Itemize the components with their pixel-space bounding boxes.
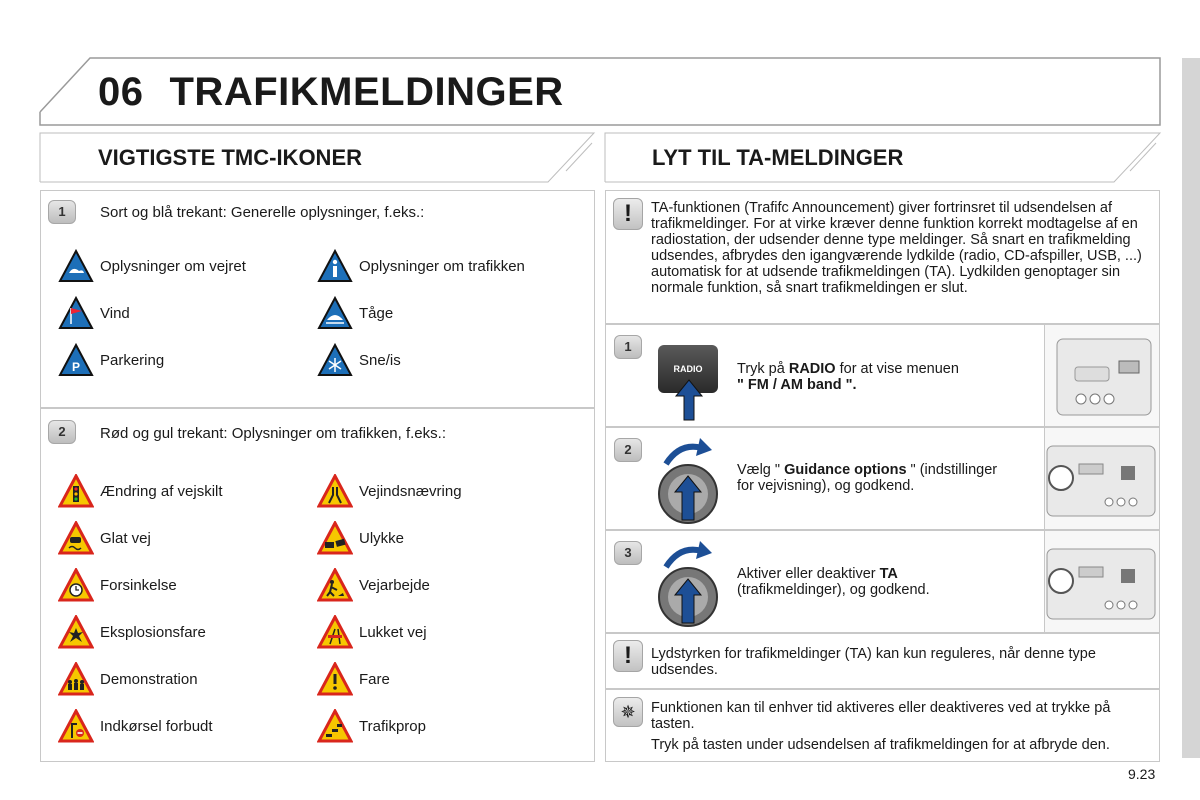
icon-item: Demonstration [58, 662, 198, 696]
radio-panel-image [1044, 324, 1160, 427]
volume-note-text: Lydstyrken for trafikmeldinger (TA) kan kun reguleres, når denne type udsendes. [651, 646, 1096, 678]
step-badge-1: 1 [48, 200, 76, 224]
general-intro: Sort og blå trekant: Generelle oplysninger, f.eks.: [100, 204, 425, 221]
demonstration-icon [58, 662, 94, 696]
traffic-intro: Rød og gul trekant: Oplysninger om trafikken, f.eks.: [100, 425, 446, 442]
closed-road-icon [317, 615, 353, 649]
icon-item: P Parkering [58, 343, 164, 377]
page-number: 9.23 [1128, 766, 1156, 782]
wind-icon [58, 296, 94, 330]
step-3-text: Aktiver eller deaktiver TA (trafikmeldinger), og godkend. [737, 566, 930, 598]
svg-text:P: P [71, 360, 81, 374]
step-badge-r2: 2 [614, 438, 642, 462]
radio-panel-graphic [1045, 325, 1159, 426]
right-section-title: LYT TIL TA-MELDINGER [652, 145, 904, 170]
icon-item: Lukket vej [317, 615, 427, 649]
roadworks-icon [317, 568, 353, 602]
slippery-road-icon [58, 521, 94, 555]
icon-item: Ændring af vejskilt [58, 474, 223, 508]
icon-item: Sne/is [317, 343, 401, 377]
parking-icon [58, 343, 94, 377]
radio-panel-image [1044, 530, 1160, 633]
radio-panel-graphic [1045, 531, 1159, 632]
radio-panel-image [1044, 427, 1160, 530]
step-2-text: Vælg " Guidance options " (indstillinger for vejvisning), og godkend. [737, 462, 998, 494]
danger-icon [317, 662, 353, 696]
radio-button-graphic: RADIO [658, 345, 718, 393]
traffic-light-icon [58, 474, 94, 508]
step-badge-2: 2 [48, 420, 76, 444]
press-arrow-icon [674, 378, 704, 422]
icon-item: Vejindsnævring [317, 474, 462, 508]
accident-icon [317, 521, 353, 555]
snow-icon [317, 343, 353, 377]
page-title: 06 TRAFIKMELDINGER [98, 70, 564, 114]
icon-item: Trafikprop [317, 709, 426, 743]
rotary-knob-icon [652, 430, 732, 526]
info-icon [317, 249, 353, 283]
rotary-knob-icon [652, 533, 732, 629]
icon-item: Indkørsel forbudt [58, 709, 213, 743]
fog-icon [317, 296, 353, 330]
tip-note-text-2: Tryk på tasten under udsendelsen af trafikmeldingen for at afbryde den. [651, 737, 1110, 753]
weather-icon [58, 249, 94, 283]
left-section-title: VIGTIGSTE TMC-IKONER [98, 145, 362, 170]
icon-item: Fare [317, 662, 390, 696]
intro-text: TA-funktionen (Trafifc Announcement) giver fortrinsret til udsendelsen af trafikmeldinger. For at virke kræver denne funktion korrekt modtagelse af en radiostation, der udsender denne type meldinger. Så snart en trafikmelding udsendes, afbrydes den igangværende lydkilde (radio, CD-afspiller, USB, ...) automatisk for at udsende trafikmeldingen (TA). Lydkilden genoptager sin normale funktion, så snart trafikmeldingen er slut. [651, 200, 1142, 296]
icon-item: Tåge [317, 296, 393, 330]
icon-item: Vejarbejde [317, 568, 430, 602]
step-1-text: Tryk på RADIO for at vise menuen " FM / AM band ". [737, 361, 959, 393]
explosion-icon [58, 615, 94, 649]
step-badge-r1: 1 [614, 335, 642, 359]
tip-icon: ✵ [613, 697, 643, 727]
warning-icon: ! [613, 640, 643, 672]
traffic-jam-icon [317, 709, 353, 743]
icon-item: Oplysninger om vejret [58, 249, 246, 283]
icon-item: Oplysninger om trafikken [317, 249, 525, 283]
icon-item: Vind [58, 296, 130, 330]
no-entry-icon [58, 709, 94, 743]
delay-icon [58, 568, 94, 602]
step-badge-r3: 3 [614, 541, 642, 565]
icon-item: Ulykke [317, 521, 404, 555]
radio-panel-graphic [1045, 428, 1159, 529]
tip-note-text: Funktionen kan til enhver tid aktiveres eller deaktiveres ved at trykke på tasten. [651, 700, 1111, 732]
warning-icon: ! [613, 198, 643, 230]
icon-item: Eksplosionsfare [58, 615, 206, 649]
icon-item: Glat vej [58, 521, 151, 555]
road-narrowing-icon [317, 474, 353, 508]
icon-item: Forsinkelse [58, 568, 177, 602]
